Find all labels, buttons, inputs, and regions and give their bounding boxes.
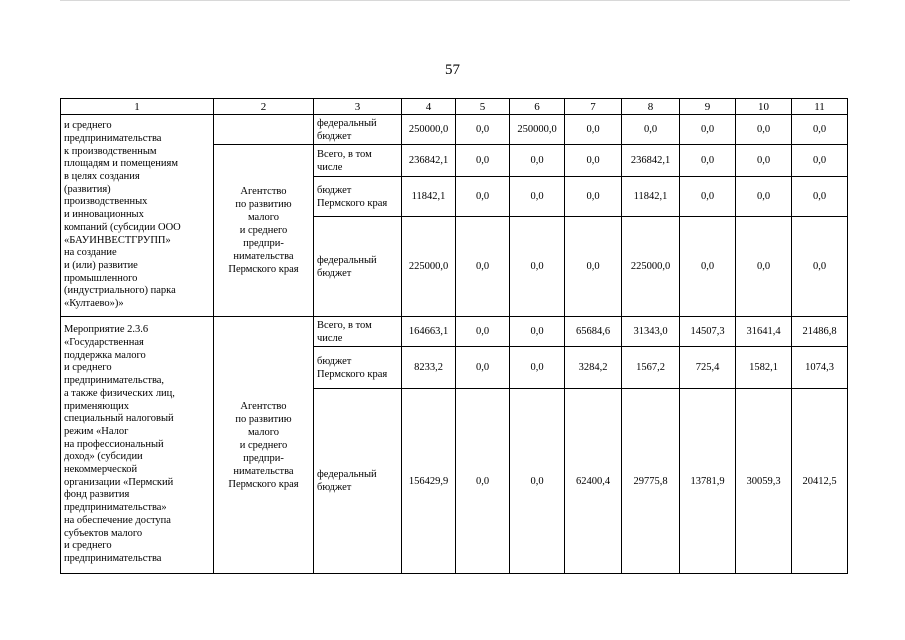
cell-value: 0,0	[456, 177, 510, 217]
table-row	[61, 317, 848, 347]
cell-value: 30059,3	[736, 389, 792, 574]
cell-value: 0,0	[736, 217, 792, 317]
table-row	[61, 115, 848, 145]
funding-source: Всего, в том числе	[314, 145, 402, 177]
cell-value: 0,0	[456, 347, 510, 389]
page-number: 57	[445, 62, 460, 78]
funding-source: федеральный бюджет	[314, 389, 402, 574]
col-header: 8	[622, 99, 680, 115]
cell-value: 0,0	[510, 177, 565, 217]
cell-value: 236842,1	[402, 145, 456, 177]
cell-value: 20412,5	[792, 389, 848, 574]
cell-value: 13781,9	[680, 389, 736, 574]
cell-value: 31343,0	[622, 317, 680, 347]
cell-value: 725,4	[680, 347, 736, 389]
cell-value: 0,0	[736, 177, 792, 217]
cell-value: 0,0	[456, 217, 510, 317]
funding-source: федеральный бюджет	[314, 115, 402, 145]
col-header: 11	[792, 99, 848, 115]
cell-value: 11842,1	[402, 177, 456, 217]
funding-source: федеральный бюджет	[314, 217, 402, 317]
funding-source: бюджет Пермского края	[314, 347, 402, 389]
cell-value: 0,0	[565, 115, 622, 145]
cell-value: 1567,2	[622, 347, 680, 389]
cell-value: 0,0	[565, 177, 622, 217]
col-header: 1	[61, 99, 214, 115]
funding-source: Всего, в том числе	[314, 317, 402, 347]
cell-value: 0,0	[792, 217, 848, 317]
cell-value: 8233,2	[402, 347, 456, 389]
cell-value: 0,0	[456, 115, 510, 145]
cell-value: 31641,4	[736, 317, 792, 347]
responsible-agency: Агентство по развитию малого и среднего предпри- нимательства Пермского края	[214, 317, 314, 574]
cell-value: 0,0	[680, 115, 736, 145]
cell-value: 0,0	[456, 317, 510, 347]
cell-value: 0,0	[565, 217, 622, 317]
cell-value: 0,0	[792, 145, 848, 177]
cell-value: 0,0	[510, 347, 565, 389]
agency-cell-empty	[214, 115, 314, 145]
header-row	[61, 99, 848, 115]
cell-value: 11842,1	[622, 177, 680, 217]
cell-value: 225000,0	[402, 217, 456, 317]
cell-value: 21486,8	[792, 317, 848, 347]
cell-value: 0,0	[510, 389, 565, 574]
cell-value: 0,0	[792, 115, 848, 145]
cell-value: 0,0	[736, 115, 792, 145]
col-header: 5	[456, 99, 510, 115]
cell-value: 29775,8	[622, 389, 680, 574]
measure-description: Мероприятие 2.3.6 «Государственная поддержка малого и среднего предпринимательства, а также физических лиц, применяющих специальный налоговый режим «Налог на профессиональный доход» (субсидии некоммерческой организации «Пермский фонд развития предпринимательства» на обеспечение доступа субъектов малого и среднего предпринимательства	[61, 317, 214, 574]
cell-value: 0,0	[680, 217, 736, 317]
cell-value: 0,0	[510, 317, 565, 347]
cell-value: 0,0	[736, 145, 792, 177]
cell-value: 0,0	[792, 177, 848, 217]
col-header: 3	[314, 99, 402, 115]
col-header: 7	[565, 99, 622, 115]
col-header: 2	[214, 99, 314, 115]
col-header: 4	[402, 99, 456, 115]
cell-value: 0,0	[456, 389, 510, 574]
responsible-agency: Агентство по развитию малого и среднего предпри- нимательства Пермского края	[214, 145, 314, 317]
col-header: 9	[680, 99, 736, 115]
cell-value: 250000,0	[510, 115, 565, 145]
cell-value: 225000,0	[622, 217, 680, 317]
col-header: 6	[510, 99, 565, 115]
cell-value: 1074,3	[792, 347, 848, 389]
cell-value: 62400,4	[565, 389, 622, 574]
cell-value: 250000,0	[402, 115, 456, 145]
cell-value: 1582,1	[736, 347, 792, 389]
cell-value: 14507,3	[680, 317, 736, 347]
cell-value: 3284,2	[565, 347, 622, 389]
cell-value: 156429,9	[402, 389, 456, 574]
col-header: 10	[736, 99, 792, 115]
page-top-edge	[60, 0, 850, 1]
cell-value: 0,0	[680, 177, 736, 217]
cell-value: 0,0	[456, 145, 510, 177]
cell-value: 0,0	[510, 217, 565, 317]
budget-table	[60, 98, 848, 574]
cell-value: 0,0	[622, 115, 680, 145]
cell-value: 164663,1	[402, 317, 456, 347]
cell-value: 0,0	[565, 145, 622, 177]
cell-value: 236842,1	[622, 145, 680, 177]
funding-source: бюджет Пермского края	[314, 177, 402, 217]
measure-description: и среднего предпринимательства к производственным площадям и помещениям в целях создания (развития) производственных и инновационных компаний (субсидии ООО «БАУИНВЕСТГРУПП» на создание и (или) развитие промышленного (индустриального) парка «Култаево»)»	[61, 115, 214, 317]
cell-value: 0,0	[680, 145, 736, 177]
cell-value: 0,0	[510, 145, 565, 177]
cell-value: 65684,6	[565, 317, 622, 347]
